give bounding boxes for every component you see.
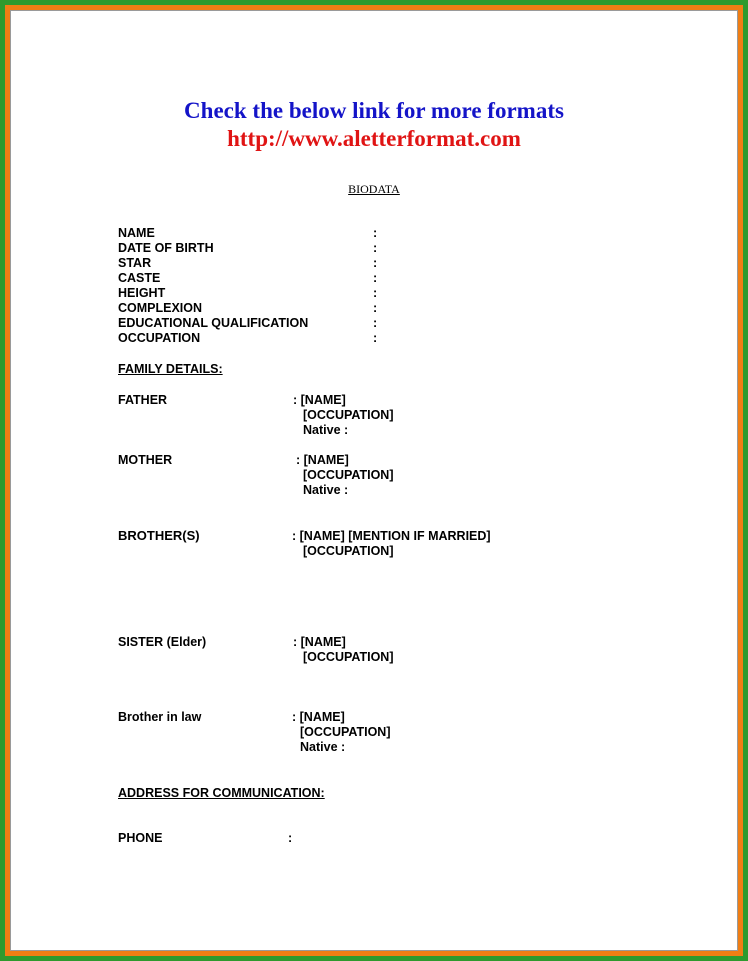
sister-occupation: [OCCUPATION] [303,650,394,664]
field-label-name: NAME [118,226,155,240]
field-label-occupation: OCCUPATION [118,331,201,345]
mother-occupation: [OCCUPATION] [303,468,394,482]
field-label-dob: DATE OF BIRTH [118,241,214,255]
sister-name: : [NAME] [293,635,346,649]
field-separator: : [373,256,378,270]
field-separator: : [373,301,378,315]
father-occupation: [OCCUPATION] [303,408,394,422]
father-name: : [NAME] [293,393,346,407]
address-heading: ADDRESS FOR COMMUNICATION: [118,786,325,800]
field-separator: : [373,271,378,285]
field-separator: : [373,316,378,330]
field-label-star: STAR [118,256,152,270]
promo-url-link[interactable]: http://www.aletterformat.com [227,126,521,151]
phone-label: PHONE [118,831,163,845]
field-label-height: HEIGHT [118,286,166,300]
brothers-label: BROTHER(S) [118,528,200,543]
brother-in-law-occupation: [OCCUPATION] [300,725,391,739]
family-details-heading: FAMILY DETAILS: [118,362,223,376]
field-label-caste: CASTE [118,271,161,285]
field-label-complexion: COMPLEXION [118,301,203,315]
father-label: FATHER [118,393,168,407]
brother-in-law-label: Brother in law [118,710,202,724]
document-title: BIODATA [348,182,400,196]
field-separator: : [373,286,378,300]
brothers-name: : [NAME] [MENTION IF MARRIED] [292,529,491,543]
promo-text: Check the below link for more formats [184,98,564,123]
mother-native: Native : [303,483,349,497]
field-label-education: EDUCATIONAL QUALIFICATION [118,316,309,330]
father-native: Native : [303,423,349,437]
brother-in-law-name: : [NAME] [292,710,345,724]
brothers-occupation: [OCCUPATION] [303,544,394,558]
field-separator: : [373,226,378,240]
field-separator: : [373,331,378,345]
brother-in-law-native: Native : [300,740,346,754]
mother-label: MOTHER [118,453,173,467]
sister-label: SISTER (Elder) [118,635,207,649]
mother-name: : [NAME] [296,453,349,467]
field-separator: : [373,241,378,255]
phone-separator: : [288,831,293,845]
